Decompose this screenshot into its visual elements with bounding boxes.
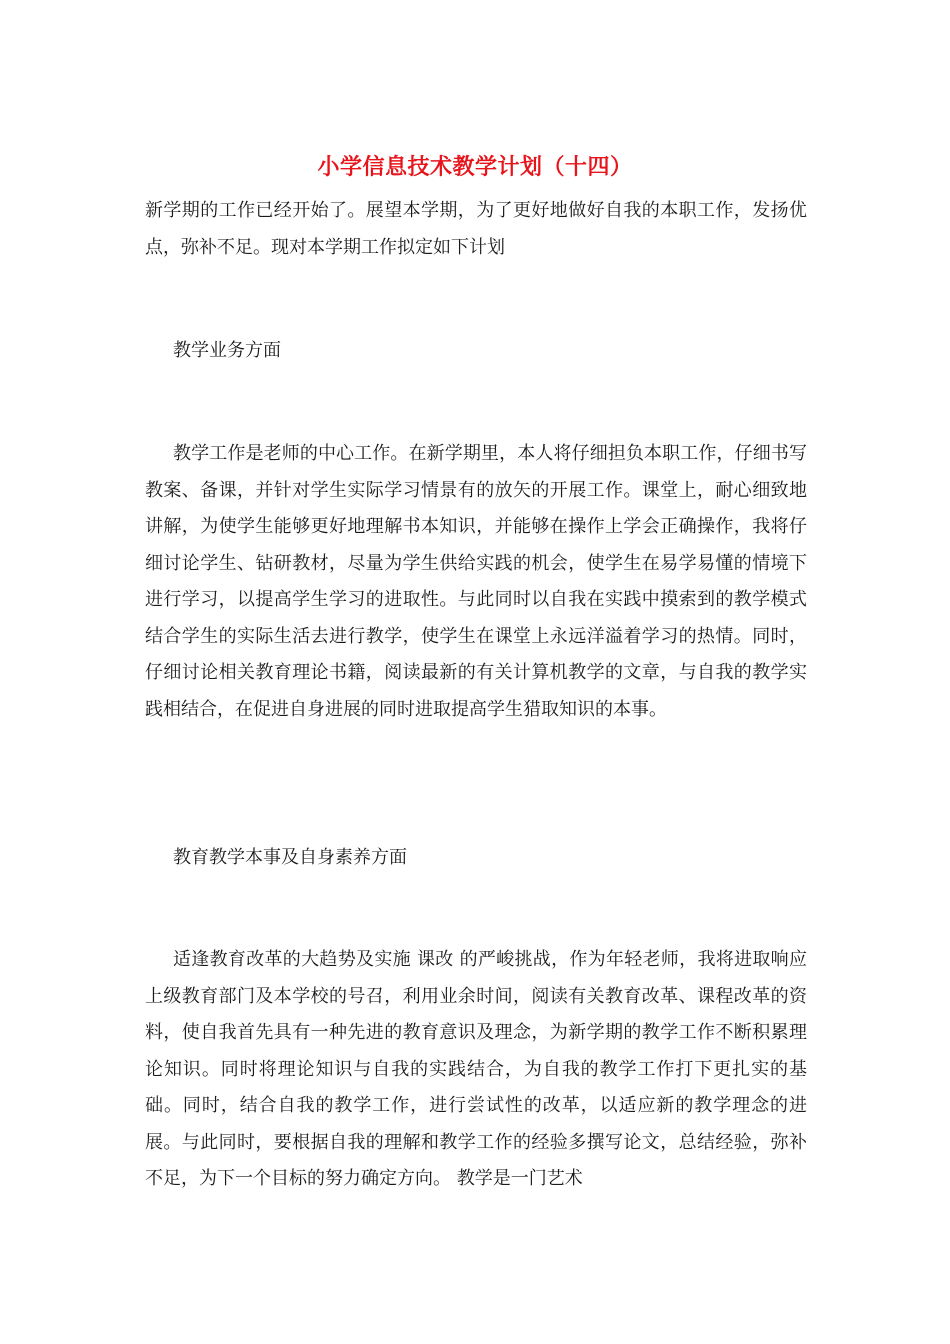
section-body-teaching-ability: 适逢教育改革的大趋势及实施 课改 的严峻挑战，作为年轻老师，我将进取响应上级教育部门及本学校的号召，利用业余时间，阅读有关教育改革、课程改革的资料，使自我首先具有一种先进的教育意识及理念，为新学期的教学工作不断积累理论知识。同时将理论知识与自我的实践结合，为自我的教学工作打下更扎实的基础。同时，结合自我的教学工作，进行尝试性的改革，以适应新的教学理念的进展。与此同时，要根据自我的理解和教学工作的经验多撰写论文，总结经验，弥补不足，为下一个目标的努力确定方向。 教学是一门艺术 xyxy=(145,949,807,1189)
document-title: 小学信息技术教学计划（十四） xyxy=(317,154,633,180)
section-body-teaching-business: 教学工作是老师的中心工作。在新学期里，本人将仔细担负本职工作，仔细书写教案、备课，并针对学生实际学习情景有的放矢的开展工作。课堂上，耐心细致地讲解，为使学生能够更好地理解书本知识，并能够在操作上学会正确操作，我将仔细讨论学生、钻研教材，尽量为学生供给实践的机会，使学生在易学易懂的情境下进行学习，以提高学生学习的进取性。与此同时以自我在实践中摸索到的教学模式结合学生的实际生活去进行教学，使学生在课堂上永远洋溢着学习的热情。同时，仔细讨论相关教育理论书籍，阅读最新的有关计算机教学的文章，与自我的教学实践相结合，在促进自身进展的同时进取提高学生猎取知识的本事。 xyxy=(145,443,807,720)
intro-paragraph: 新学期的工作已经开始了。展望本学期，为了更好地做好自我的本职工作，发扬优点，弥补不足。现对本学期工作拟定如下计划 xyxy=(145,200,807,258)
section-heading-teaching-ability: 教育教学本事及自身素养方面 xyxy=(173,847,407,868)
section-heading-teaching-business: 教学业务方面 xyxy=(173,340,281,361)
